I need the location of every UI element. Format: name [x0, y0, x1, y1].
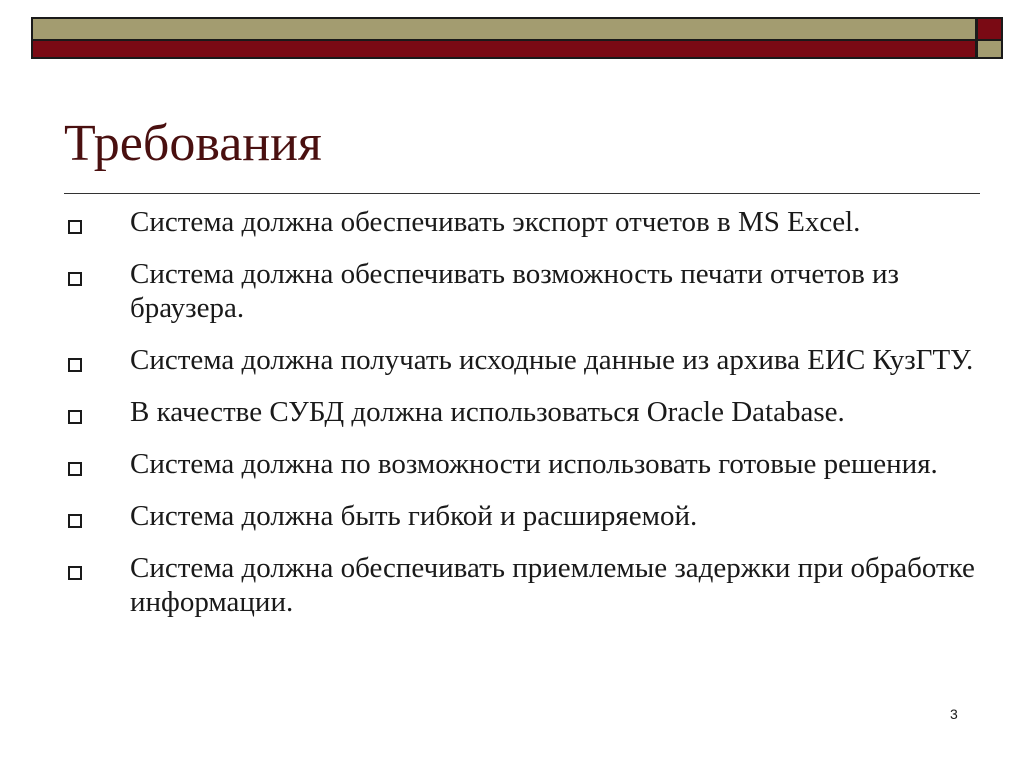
- bullet-text: Система должна обеспечивать экспорт отчетов в MS Excel.: [130, 206, 861, 238]
- bullet-text: В качестве СУБД должна использоваться Oracle Database.: [130, 396, 845, 428]
- header-bar-olive: [31, 17, 977, 41]
- header-bar-maroon: [31, 41, 977, 59]
- hollow-square-bullet-icon: [68, 514, 82, 528]
- hollow-square-bullet-icon: [68, 220, 82, 234]
- page-number: 3: [950, 706, 958, 722]
- header-square-olive: [976, 41, 1003, 59]
- bullet-item: [66, 257, 1006, 325]
- bullet-item: [66, 551, 1006, 619]
- title-divider: [64, 193, 980, 194]
- bullet-item: [66, 499, 1006, 533]
- bullet-item: [66, 395, 1006, 429]
- bullet-item: [66, 447, 1006, 481]
- slide-title: Требования: [64, 115, 322, 172]
- bullet-text: Система должна быть гибкой и расширяемой.: [130, 500, 698, 532]
- header-square-maroon: [976, 17, 1003, 41]
- bullet-text: Система должна получать исходные данные из архива ЕИС КузГТУ.: [130, 344, 974, 376]
- bullet-list: [66, 205, 1006, 637]
- hollow-square-bullet-icon: [68, 566, 82, 580]
- hollow-square-bullet-icon: [68, 462, 82, 476]
- bullet-text: Система должна обеспечивать возможность печати отчетов из браузера.: [130, 258, 900, 324]
- bullet-item: [66, 205, 1006, 239]
- hollow-square-bullet-icon: [68, 358, 82, 372]
- bullet-text: Система должна обеспечивать приемлемые задержки при обработке информации.: [130, 552, 975, 618]
- bullet-text: Система должна по возможности использовать готовые решения.: [130, 448, 938, 480]
- hollow-square-bullet-icon: [68, 272, 82, 286]
- hollow-square-bullet-icon: [68, 410, 82, 424]
- bullet-item: [66, 343, 1006, 377]
